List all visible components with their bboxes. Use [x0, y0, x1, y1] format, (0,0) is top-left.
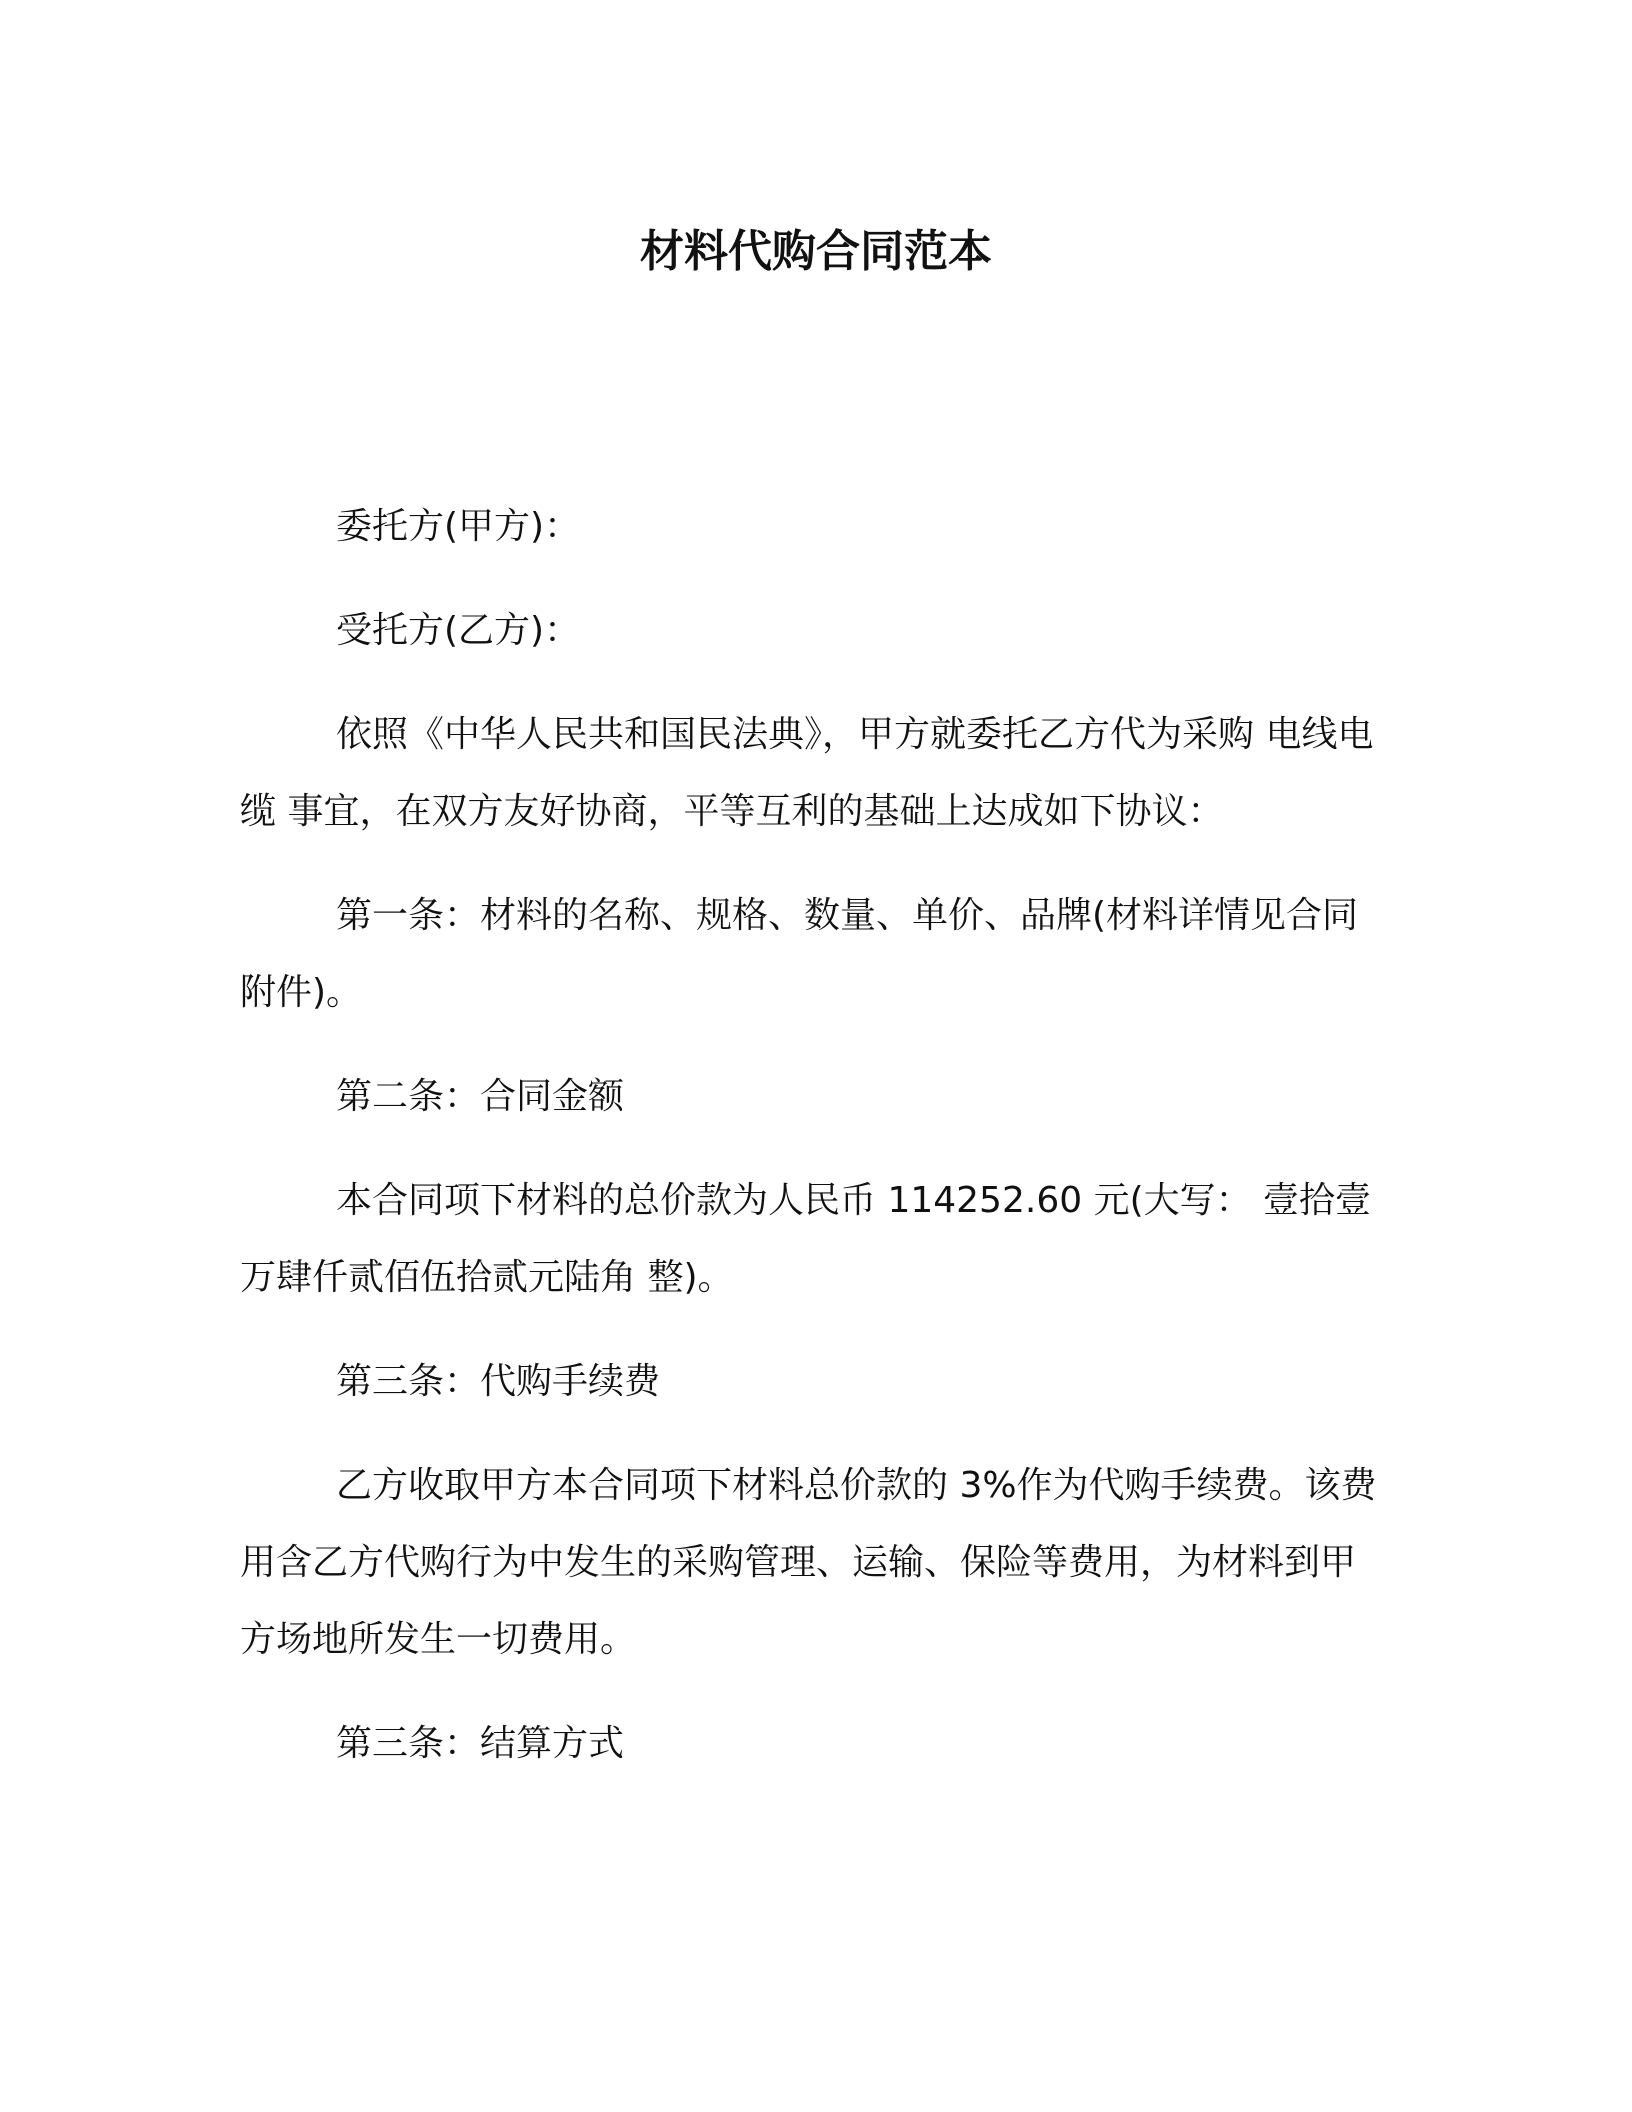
preamble-paragraph: 依照《中华人民共和国民法典》，甲方就委托乙方代为采购 电线电缆 事宜，在双方友好协商，平等互利的基础上达成如下协议：: [240, 714, 1374, 832]
settlement-heading: 第三条：结算方式: [336, 1723, 625, 1764]
document-title: 材料代购合同范本: [640, 226, 992, 277]
contract-amount-paragraph: 本合同项下材料的总价款为人民币 114252.60 元(大写： 壹拾壹万肆仟贰佰伍拾贰元陆角 整)。: [240, 1180, 1372, 1298]
article-3-heading: 第三条：代购手续费: [336, 1361, 661, 1402]
service-fee-paragraph: 乙方收取甲方本合同项下材料总价款的 3%作为代购手续费。该费用含乙方代购行为中发生的采购管理、运输、保险等费用，为材料到甲方场地所发生一切费用。: [240, 1465, 1377, 1660]
article-1-paragraph: 第一条：材料的名称、规格、数量、单价、品牌(材料详情见合同附件)。: [240, 895, 1359, 1013]
party-a-line: 委托方(甲方)：: [336, 506, 581, 547]
article-2-heading: 第二条：合同金额: [336, 1076, 625, 1117]
party-b-line: 受托方(乙方)：: [336, 610, 581, 651]
document-body: [240, 488, 1390, 1809]
